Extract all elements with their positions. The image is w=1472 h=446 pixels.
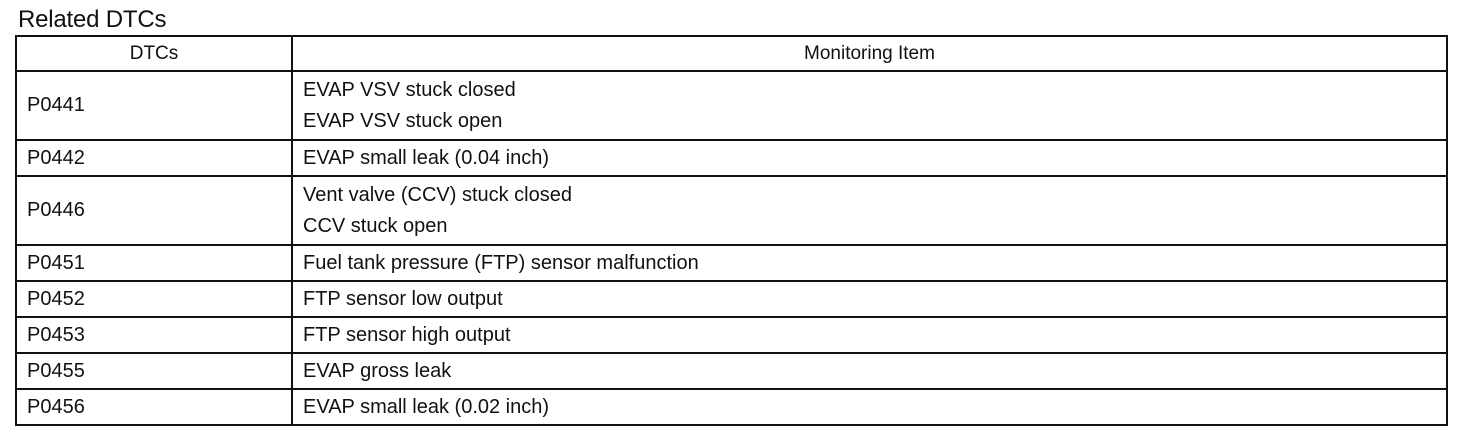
table-row bbox=[16, 317, 1447, 353]
table-header-row bbox=[16, 36, 1447, 71]
monitoring-item-line: FTP sensor low output bbox=[303, 287, 503, 310]
dtc-code-cell: P0442 bbox=[16, 140, 292, 176]
monitoring-item-cell bbox=[292, 176, 1447, 245]
dtc-code-cell: P0455 bbox=[16, 353, 292, 389]
monitoring-item-line: FTP sensor high output bbox=[303, 323, 511, 346]
column-header-dtcs: DTCs bbox=[16, 36, 292, 71]
monitoring-item-cell bbox=[292, 281, 1447, 317]
monitoring-item-line: EVAP small leak (0.04 inch) bbox=[303, 146, 550, 169]
table-row bbox=[16, 245, 1447, 281]
dtc-code-cell: P0452 bbox=[16, 281, 292, 317]
monitoring-item-line: CCV stuck open bbox=[303, 214, 448, 237]
dtc-code-cell: P0456 bbox=[16, 389, 292, 425]
table-row bbox=[16, 353, 1447, 389]
monitoring-item-line: EVAP small leak (0.02 inch) bbox=[303, 395, 550, 418]
table-row bbox=[16, 281, 1447, 317]
dtc-code-cell: P0441 bbox=[16, 71, 292, 140]
monitoring-item-cell bbox=[292, 245, 1447, 281]
monitoring-item-line: Fuel tank pressure (FTP) sensor malfunction bbox=[303, 251, 699, 274]
page-title: Related DTCs bbox=[18, 6, 167, 33]
monitoring-item-line: EVAP gross leak bbox=[303, 359, 452, 382]
column-header-monitoring-item: Monitoring Item bbox=[292, 36, 1447, 71]
monitoring-item-cell bbox=[292, 317, 1447, 353]
table-row bbox=[16, 140, 1447, 176]
monitoring-item-line: EVAP VSV stuck closed bbox=[303, 78, 516, 101]
monitoring-item-cell bbox=[292, 71, 1447, 140]
dtc-code-cell: P0446 bbox=[16, 176, 292, 245]
monitoring-item-cell bbox=[292, 389, 1447, 425]
monitoring-item-line: EVAP VSV stuck open bbox=[303, 109, 503, 132]
monitoring-item-cell bbox=[292, 140, 1447, 176]
dtc-code-cell: P0453 bbox=[16, 317, 292, 353]
table-row bbox=[16, 389, 1447, 425]
monitoring-item-line: Vent valve (CCV) stuck closed bbox=[303, 183, 572, 206]
dtc-code-cell: P0451 bbox=[16, 245, 292, 281]
table-row bbox=[16, 176, 1447, 245]
related-dtcs-table bbox=[15, 35, 1448, 426]
monitoring-item-cell bbox=[292, 353, 1447, 389]
table-row bbox=[16, 71, 1447, 140]
